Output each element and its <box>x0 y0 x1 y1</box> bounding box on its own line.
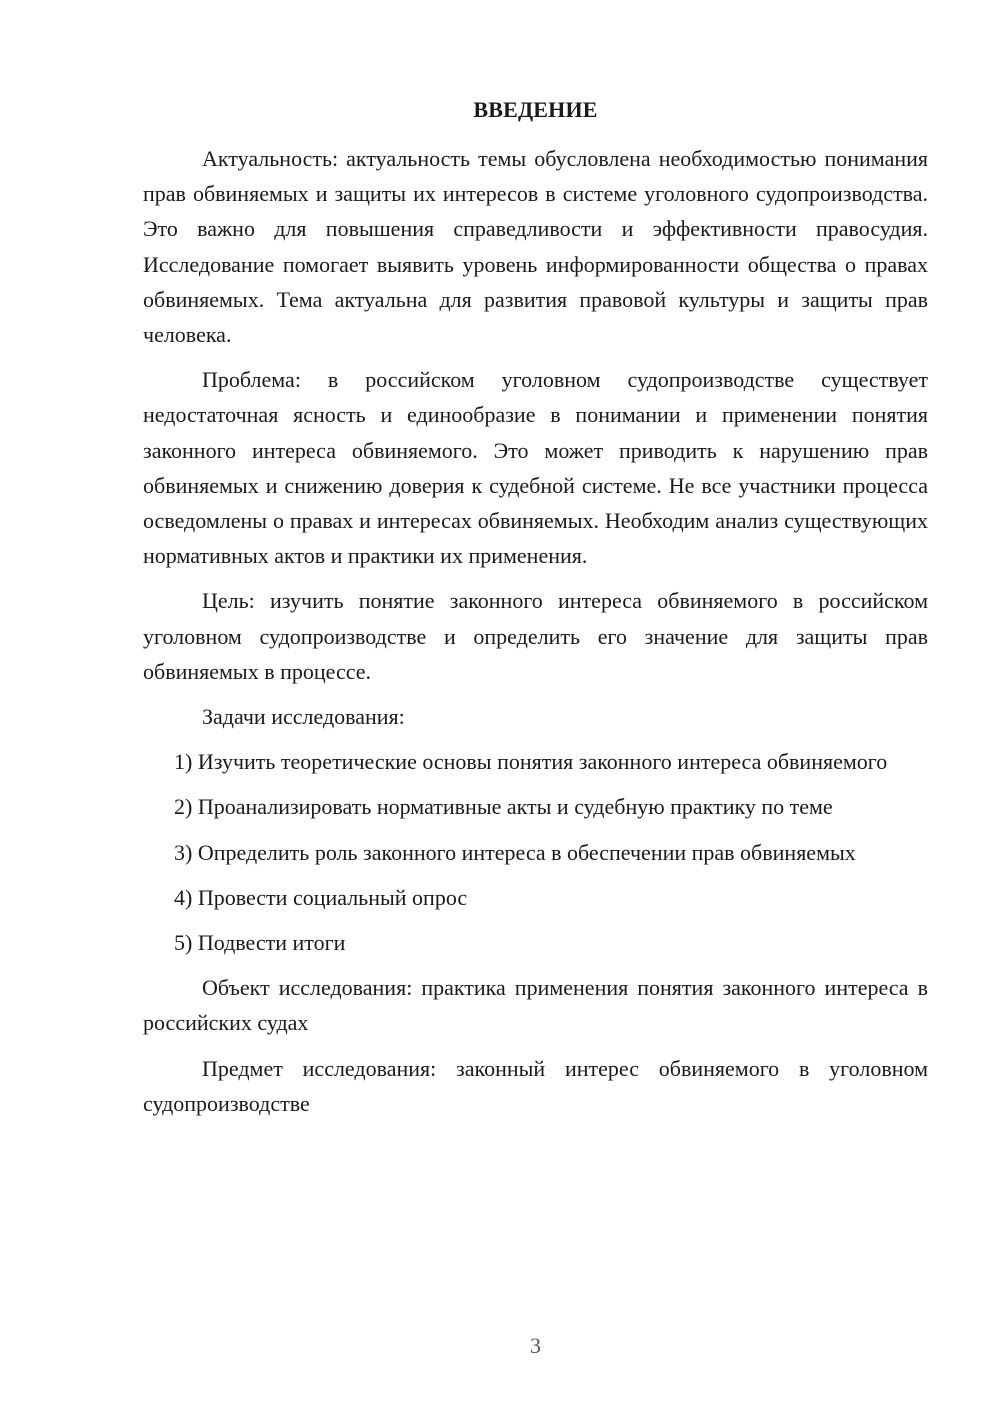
task-item-5: 5) Подвести итоги <box>174 930 346 956</box>
task-item-1: 1) Изучить теоретические основы понятия законного интереса обвиняемого <box>174 749 888 775</box>
task-item-2: 2) Проанализировать нормативные акты и судебную практику по теме <box>174 794 833 820</box>
task-item-3: 3) Определить роль законного интереса в обеспечении прав обвиняемых <box>174 839 856 865</box>
section-title: ВВЕДЕНИЕ <box>473 97 598 122</box>
research-subject-paragraph: Предмет исследования: законный интерес обвиняемого в уголовном судопроизводстве <box>143 1055 928 1116</box>
goal-paragraph: Цель: изучить понятие законного интереса обвиняемого в российском уголовном судопроизводстве и определить его значение для защиты прав обвиняемых в процессе. <box>143 588 928 684</box>
task-item-4: 4) Провести социальный опрос <box>174 884 468 910</box>
tasks-heading: Задачи исследования: <box>202 704 405 730</box>
research-object-paragraph: Объект исследования: практика применения понятия законного интереса в российских судах <box>143 975 928 1036</box>
problem-paragraph: Проблема: в российском уголовном судопроизводстве существует недостаточная ясность и единообразие в понимании и применении понятия законного интереса обвиняемого. Это может приводить к нарушению прав обвиняемых и снижению доверия к судебной системе. Не все участники процесса осведомлены о правах и интересах обвиняемых. Необходим анализ существующих нормативных актов и практики их применения. <box>143 367 928 569</box>
relevance-paragraph: Актуальность: актуальность темы обусловлена необходимостью понимания прав обвиняемых и защиты их интересов в системе уголовного судопроизводства. Это важно для повышения справедливости и эффективности правосудия. Исследование помогает выявить уровень информированности общества о правах обвиняемых. Тема актуальна для развития правовой культуры и защиты прав человека. <box>143 146 928 348</box>
page-number: 3 <box>530 1333 541 1358</box>
document-page <box>143 92 928 1121</box>
